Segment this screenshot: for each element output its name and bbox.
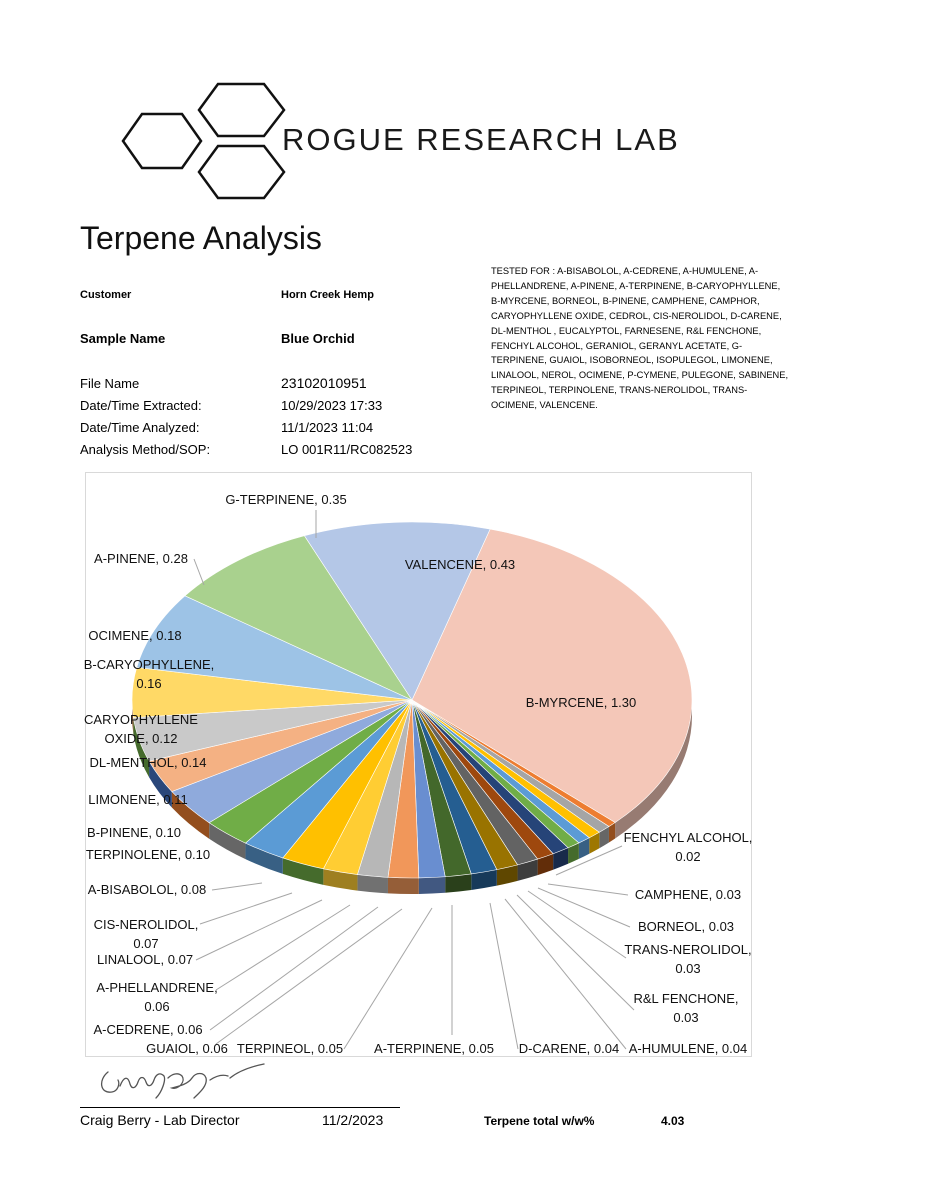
lab-name: ROGUE RESEARCH LAB bbox=[282, 122, 680, 157]
slice-label: DL-MENTHOL, 0.14 bbox=[89, 755, 207, 770]
slice-label: CAMPHENE, 0.03 bbox=[634, 887, 742, 902]
pie-slice-side bbox=[419, 877, 445, 894]
extracted-label: Date/Time Extracted: bbox=[80, 398, 202, 413]
slice-label: A-CEDRENE, 0.06 bbox=[93, 1022, 203, 1037]
leader-line bbox=[548, 884, 628, 895]
director-signature bbox=[94, 1058, 274, 1102]
slice-label: CARYOPHYLLENE OXIDE, 0.12 bbox=[84, 712, 198, 746]
slice-label: B-MYRCENE, 1.30 bbox=[525, 695, 637, 710]
pie-slice-side bbox=[388, 877, 419, 894]
slice-label: GUAIOL, 0.06 bbox=[146, 1041, 228, 1056]
slice-label: LINALOOL, 0.07 bbox=[96, 952, 194, 967]
customer-label: Customer bbox=[80, 289, 132, 301]
slice-label: B-PINENE, 0.10 bbox=[87, 825, 181, 840]
extracted-value: 10/29/2023 17:33 bbox=[281, 398, 383, 413]
pie-slice-side bbox=[357, 875, 388, 894]
pie-slice-side bbox=[445, 874, 471, 893]
customer-value: Horn Creek Hemp bbox=[281, 289, 374, 301]
slice-label: OCIMENE, 0.18 bbox=[88, 628, 182, 643]
signature-line bbox=[80, 1107, 400, 1108]
slice-label: TERPINEOL, 0.05 bbox=[236, 1041, 344, 1056]
leader-line bbox=[200, 893, 292, 924]
page-title: Terpene Analysis bbox=[80, 220, 322, 256]
terpene-total-value: 4.03 bbox=[661, 1114, 685, 1128]
leader-line bbox=[528, 891, 626, 958]
director-name: Craig Berry - Lab Director bbox=[80, 1112, 240, 1128]
leader-line bbox=[344, 908, 432, 1049]
leader-line bbox=[505, 899, 626, 1049]
slice-label: A-HUMULENE, 0.04 bbox=[628, 1041, 748, 1056]
slice-label: A-PHELLANDRENE, 0.06 bbox=[96, 980, 218, 1014]
sample-name-value: Blue Orchid bbox=[281, 331, 355, 346]
leader-line bbox=[216, 909, 402, 1044]
slice-label: BORNEOL, 0.03 bbox=[637, 919, 735, 934]
terpene-total-label: Terpene total w/w% bbox=[484, 1114, 595, 1128]
method-value: LO 001R11/RC082523 bbox=[281, 442, 413, 457]
sample-name-label: Sample Name bbox=[80, 331, 166, 346]
leader-line bbox=[490, 903, 518, 1049]
slice-label: B-CARYOPHYLLENE, 0.16 bbox=[83, 657, 215, 691]
leader-line bbox=[196, 900, 322, 960]
slice-label: TERPINOLENE, 0.10 bbox=[85, 847, 211, 862]
leader-line bbox=[517, 895, 634, 1010]
slice-label: R&L FENCHONE, 0.03 bbox=[633, 991, 739, 1025]
leader-line bbox=[212, 883, 262, 890]
leader-line bbox=[210, 907, 378, 1030]
leader-line bbox=[194, 559, 204, 585]
slice-label: LIMONENE, 0.11 bbox=[88, 792, 188, 807]
slice-label: A-BISABOLOL, 0.08 bbox=[87, 882, 207, 897]
slice-label: FENCHYL ALCOHOL, 0.02 bbox=[623, 830, 753, 864]
slice-label: A-PINENE, 0.28 bbox=[94, 551, 188, 566]
leader-line bbox=[216, 905, 350, 990]
signature-date: 11/2/2023 bbox=[322, 1112, 384, 1128]
analyzed-value: 11/1/2023 11:04 bbox=[281, 420, 374, 435]
slice-label: D-CARENE, 0.04 bbox=[518, 1041, 620, 1056]
slice-label: TRANS-NEROLIDOL, 0.03 bbox=[624, 942, 752, 976]
slice-label: VALENCENE, 0.43 bbox=[404, 557, 516, 572]
slice-label: A-TERPINENE, 0.05 bbox=[374, 1041, 494, 1056]
slice-label: G-TERPINENE, 0.35 bbox=[225, 492, 347, 507]
tested-for-list: TESTED FOR : A-BISABOLOL, A-CEDRENE, A-HUMULENE, A-PHELLANDRENE, A-PINENE, A-TERPINENE, B-CARYOPHYLLENE, B-MYRCENE, BORNEOL, B-PINENE, CAMPHENE, CAMPHOR, CARYOPHYLLENE OXIDE, CEDROL, CIS-NEROLIDOL, D-CARENE, DL-MENTHOL , EUCALYPTOL, FARNESENE, R&L FENCHONE, FENCHYL ALCOHOL, GERANIOL, GERANYL ACETATE, G-TERPINENE, GUAIOL, ISOBORNEOL, ISOPULEGOL, LIMONENE, LINALOOL, NEROL, OCIMENE, P-CYMENE, PULEGONE, SABINENE, TERPINEOL, TERPINOLENE, TRANS-NEROLIDOL, TRANS-OCIMENE, VALENCENE. bbox=[491, 266, 789, 411]
analyzed-label: Date/Time Analyzed: bbox=[80, 420, 200, 435]
method-label: Analysis Method/SOP: bbox=[80, 442, 211, 457]
file-name-value: 23102010951 bbox=[281, 375, 367, 391]
slice-label: CIS-NEROLIDOL, 0.07 bbox=[93, 917, 199, 951]
file-name-label: File Name bbox=[80, 376, 140, 391]
